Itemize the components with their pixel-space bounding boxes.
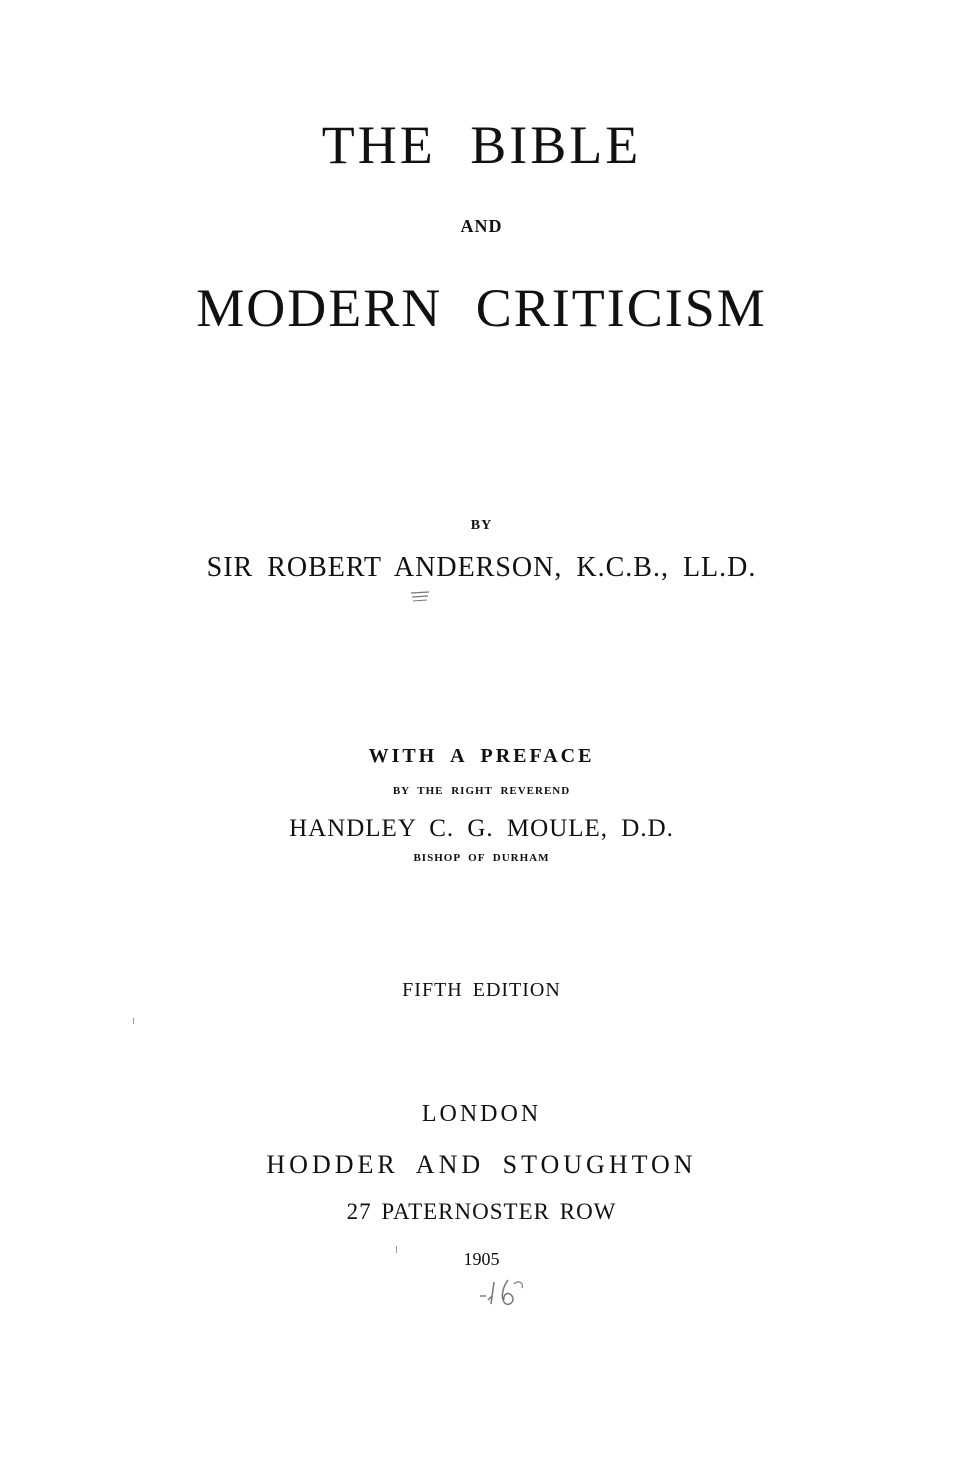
author-name: SIR ROBERT ANDERSON, K.C.B., LL.D.: [206, 552, 757, 583]
preface-by-label: BY THE RIGHT REVEREND: [392, 785, 571, 797]
pencil-underline-mark: [409, 590, 431, 604]
preface-heading: WITH A PREFACE: [368, 745, 595, 767]
imprint-publisher: HODDER AND STOUGHTON: [266, 1150, 697, 1179]
imprint-city: LONDON: [421, 1101, 542, 1127]
handwritten-annotation: [478, 1276, 538, 1310]
book-title-line-1: THE BIBLE: [321, 115, 642, 175]
edition-label: FIFTH EDITION: [402, 979, 561, 1001]
book-title-conjunction: AND: [460, 216, 503, 236]
book-title-line-2: MODERN CRITICISM: [196, 278, 767, 338]
preface-author-title: BISHOP OF DURHAM: [413, 852, 550, 864]
by-label: BY: [470, 518, 493, 533]
imprint-year: 1905: [463, 1249, 500, 1269]
imprint-address: 27 PATERNOSTER ROW: [346, 1199, 617, 1224]
scan-speck: [396, 1246, 397, 1253]
preface-author-name: HANDLEY C. G. MOULE, D.D.: [289, 815, 674, 842]
scan-speck: [133, 1018, 134, 1024]
